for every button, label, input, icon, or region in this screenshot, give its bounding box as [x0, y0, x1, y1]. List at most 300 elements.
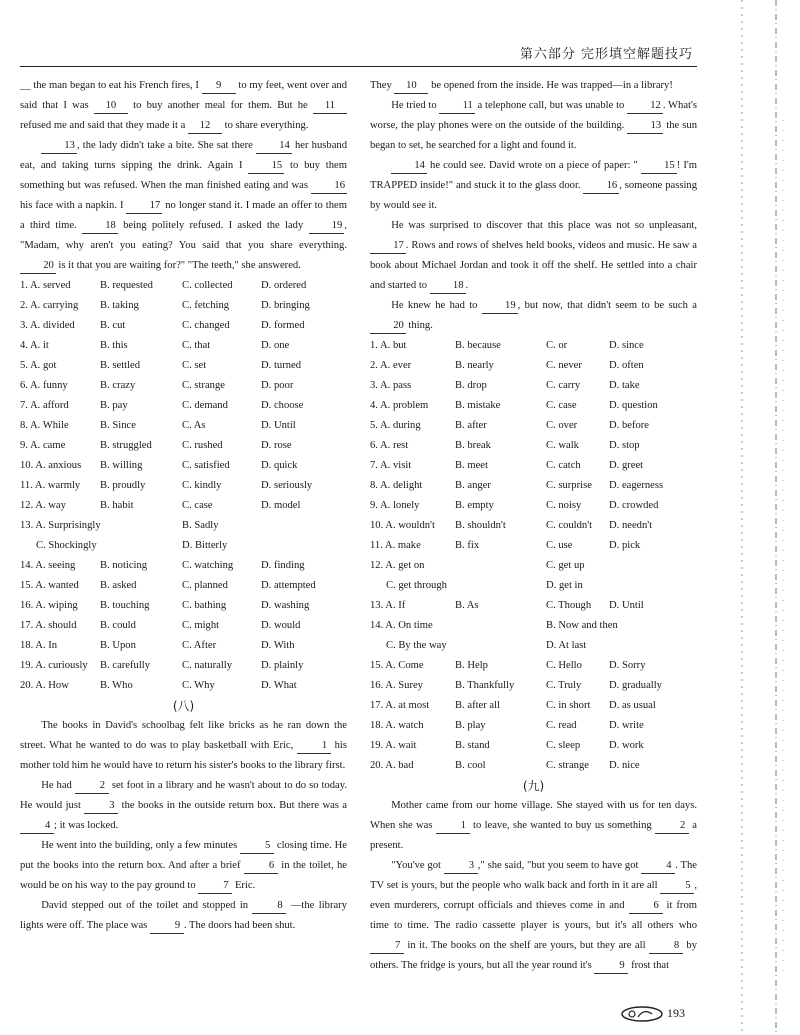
option-choice: D. ordered — [261, 280, 307, 291]
option-choice: 15. A. Come — [370, 660, 424, 671]
option-choice: 6. A. rest — [370, 440, 409, 451]
option-choice: D. crowded — [609, 500, 659, 511]
option-row — [370, 536, 697, 556]
option-choice: D. washing — [261, 600, 310, 611]
option-row — [20, 336, 347, 356]
option-row — [370, 396, 697, 416]
option-choice: B. meet — [455, 460, 488, 471]
option-row — [20, 496, 347, 516]
passage-paragraph — [370, 216, 697, 296]
passage-paragraph — [20, 836, 347, 896]
answer-blank: 17 — [126, 199, 162, 214]
option-choice: C. watching — [182, 560, 234, 571]
option-choice: B. this — [100, 340, 128, 351]
option-row — [370, 476, 697, 496]
answer-blank: 5 — [660, 879, 694, 894]
passage-text: . What's worse, the play phones were on the outside of the building. — [370, 100, 698, 131]
option-choice: D. plainly — [261, 660, 304, 671]
option-choice: 16. A. Surey — [370, 680, 423, 691]
passage-text: is it that you are waiting for?" "The teeth," she answered. — [55, 260, 301, 271]
scan-edge-noise — [728, 0, 788, 1035]
option-choice: C. carry — [546, 380, 581, 391]
passage-text: to my feet, went over and said that I was — [20, 80, 347, 111]
option-choice: B. habit — [100, 500, 134, 511]
option-choice: 9. A. lonely — [370, 500, 420, 511]
passage-paragraph — [20, 76, 347, 136]
option-choice: C. Shockingly — [36, 540, 97, 551]
option-choice: C. Though — [546, 600, 592, 611]
header-title: 第六部分 完形填空解题技巧 — [519, 47, 693, 62]
option-row — [20, 296, 347, 316]
option-row — [370, 416, 697, 436]
passage-text: . — [465, 280, 469, 291]
option-choice: C. sleep — [546, 740, 581, 751]
page-header — [0, 0, 800, 70]
page-number-area — [620, 1005, 685, 1023]
option-row — [370, 376, 697, 396]
passage-paragraph — [370, 296, 697, 336]
option-choice: B. after — [455, 420, 487, 431]
answer-blank: 8 — [252, 899, 286, 914]
option-choice: D. At last — [546, 640, 587, 651]
passage-text: He went into the building, only a few minutes — [41, 840, 241, 851]
option-choice: B. Upon — [100, 640, 136, 651]
passage-text: . Rows and rows of shelves held books, videos and music. He saw a book about Michael Jordan and took it off the shelf. He settled into a chair and started to — [370, 240, 697, 291]
answer-blank: 16 — [311, 179, 347, 194]
passage-text: to buy another meal for them. But he — [127, 100, 313, 111]
option-choice: D. rose — [261, 440, 292, 451]
option-choice: D. With — [261, 640, 295, 651]
option-choice: C. read — [546, 720, 577, 731]
option-choice: 13. A. Surprisingly — [20, 520, 101, 531]
passage-text: the sun began to set, he searched for a light and found it. — [370, 120, 697, 151]
passage-text: her husband eat, and taking turns sipping the drink. Again I — [20, 140, 347, 171]
option-choice: B. cut — [100, 320, 126, 331]
option-choice: B. after all — [455, 700, 501, 711]
option-choice: C. satisfied — [182, 460, 230, 471]
option-choice: 11. A. warmly — [20, 480, 81, 491]
option-row — [20, 416, 347, 436]
option-choice: D. take — [609, 380, 640, 391]
section-title: (九) — [522, 779, 545, 793]
answer-blank: 18 — [82, 219, 118, 234]
option-choice: B. play — [455, 720, 486, 731]
passage-text: by others. The fridge is yours, but all the year round it's — [370, 940, 697, 971]
answer-blank: 4 — [641, 859, 675, 874]
option-choice: B. requested — [100, 280, 153, 291]
passage-text: "You've got — [391, 860, 444, 871]
option-choice: C. catch — [546, 460, 581, 471]
option-choice: C. kindly — [182, 480, 222, 491]
option-choice: C. After — [182, 640, 217, 651]
option-choice: C. Why — [182, 680, 215, 691]
answer-blank: 4 — [20, 819, 54, 834]
option-row — [20, 276, 347, 296]
option-choice: C. case — [182, 500, 213, 511]
option-choice: 8. A. delight — [370, 480, 423, 491]
option-choice: B. struggled — [100, 440, 152, 451]
option-row — [370, 456, 697, 476]
option-choice: D. Sorry — [609, 660, 646, 671]
option-choice: 14. A. seeing — [20, 560, 76, 571]
passage-text: , the lady didn't take a bite. She sat there — [76, 140, 257, 151]
passage-text: a present. — [370, 820, 697, 851]
option-choice: D. often — [609, 360, 644, 371]
option-choice: C. strange — [182, 380, 225, 391]
option-choice: B. stand — [455, 740, 490, 751]
option-choice: D. model — [261, 500, 301, 511]
option-choice: 6. A. funny — [20, 380, 68, 391]
option-choice: 18. A. watch — [370, 720, 424, 731]
option-choice: 12. A. way — [20, 500, 66, 511]
option-choice: B. settled — [100, 360, 141, 371]
option-choice: 1. A. but — [370, 340, 407, 351]
option-choice: B. because — [455, 340, 501, 351]
option-choice: C. Truly — [546, 680, 582, 691]
option-choice: C. collected — [182, 280, 233, 291]
passage-text: , "Madam, why aren't you eating? You said that you share everything. — [20, 220, 347, 251]
option-row — [20, 436, 347, 456]
option-choice: C. walk — [546, 440, 579, 451]
answer-blank: 2 — [655, 819, 689, 834]
option-choice: 2. A. ever — [370, 360, 412, 371]
option-row — [20, 396, 347, 416]
answer-blank: 7 — [370, 939, 404, 954]
option-choice: D. bringing — [261, 300, 310, 311]
passage-text: He knew he had to — [391, 300, 482, 311]
passage-paragraph — [20, 896, 347, 936]
option-choice: 19. A. curiously — [20, 660, 88, 671]
passage-text: being politely refused. I asked the lady — [117, 220, 309, 231]
answer-blank: 3 — [84, 799, 118, 814]
answer-blank: 1 — [297, 739, 331, 754]
option-row — [20, 596, 347, 616]
option-choice: C. get through — [386, 580, 447, 591]
option-row — [370, 436, 697, 456]
answer-blank: 9 — [150, 919, 184, 934]
option-row — [20, 616, 347, 636]
option-row — [20, 356, 347, 376]
option-choice: D. attempted — [261, 580, 316, 591]
passage-text: Mother came from our home village. She stayed with us for ten days. When she was — [370, 800, 697, 831]
passage-paragraph — [370, 856, 697, 976]
option-row — [370, 656, 697, 676]
passage-text: ; it was locked. — [54, 820, 119, 831]
option-choice: B. asked — [100, 580, 137, 591]
option-choice: D. greet — [609, 460, 644, 471]
answer-blank: 6 — [629, 899, 663, 914]
option-choice: 3. A. divided — [20, 320, 75, 331]
option-row — [370, 336, 697, 356]
answer-blank: 11 — [439, 99, 474, 114]
passage-text: The books in David's schoolbag felt like bricks as he ran down the street. What he wanted to do was to play basketball with Eric, — [20, 720, 347, 751]
option-choice: B. crazy — [100, 380, 136, 391]
answer-blank: 1 — [436, 819, 470, 834]
passage-text: no longer stand it. I made an offer to them a third time. — [20, 200, 347, 231]
answer-blank: 5 — [240, 839, 274, 854]
option-choice: 2. A. carrying — [20, 300, 79, 311]
passage-text: the books in the outside return box. But there was a — [118, 800, 347, 811]
option-choice: 3. A. pass — [370, 380, 412, 391]
option-row — [20, 576, 347, 596]
passage-text: Eric. — [232, 880, 256, 891]
option-row — [20, 676, 347, 696]
passage-paragraph — [20, 776, 347, 836]
answer-blank: 9 — [594, 959, 628, 974]
option-choice: B. touching — [100, 600, 150, 611]
option-row — [20, 316, 347, 336]
passage-text: be opened from the inside. He was trapped—in a library! — [428, 80, 673, 91]
option-choice: D. work — [609, 740, 644, 751]
option-row — [20, 456, 347, 476]
passage-text: He tried to — [391, 100, 440, 111]
passage-text: set foot in a library and he wasn't about to do so today. He would just — [20, 780, 347, 811]
option-row — [20, 556, 347, 576]
passage-text: . The doors had been shut. — [183, 920, 296, 931]
option-choice: C. noisy — [546, 500, 582, 511]
passage-paragraph — [370, 96, 697, 156]
option-choice: B. break — [455, 440, 491, 451]
option-row — [370, 496, 697, 516]
answer-blank: 12 — [188, 119, 222, 134]
option-choice: 17. A. at most — [370, 700, 430, 711]
option-row — [370, 596, 697, 616]
option-row — [370, 356, 697, 376]
answer-blank: 8 — [649, 939, 683, 954]
option-choice: B. Help — [455, 660, 488, 671]
passage-text: —the library lights were off. The place was — [20, 900, 347, 931]
option-choice: C. planned — [182, 580, 228, 591]
option-choice: 12. A. get on — [370, 560, 425, 571]
passage-text: He had — [41, 780, 75, 791]
option-choice: B. empty — [455, 500, 494, 511]
passage-text: it from time to time. The radio cassette player is yours, but it's all others who — [370, 900, 697, 931]
answer-blank: 11 — [313, 99, 347, 114]
option-choice: C. naturally — [182, 660, 233, 671]
option-row — [370, 676, 697, 696]
answer-blank: 15 — [641, 159, 677, 174]
left-column — [20, 76, 347, 936]
option-choice: C. get up — [546, 560, 585, 571]
option-choice: D. Until — [261, 420, 296, 431]
answer-blank: 12 — [627, 99, 663, 114]
option-choice: C. use — [546, 540, 573, 551]
option-choice: 5. A. during — [370, 420, 421, 431]
option-row — [370, 576, 697, 596]
passage-paragraph — [370, 156, 697, 216]
passage-paragraph — [370, 796, 697, 856]
answer-blank: 18 — [430, 279, 466, 294]
passage-text: he could see. David wrote on a piece of paper: " — [426, 160, 641, 171]
option-choice: 17. A. should — [20, 620, 77, 631]
passage-paragraph — [20, 716, 347, 776]
option-choice: B. nearly — [455, 360, 494, 371]
answer-blank: 14 — [391, 159, 427, 174]
passage-text: They — [370, 80, 395, 91]
passage-text: thing. — [405, 320, 433, 331]
passage-text: David stepped out of the toilet and stopped in — [41, 900, 253, 911]
option-choice: D. needn't — [609, 520, 653, 531]
option-choice: 7. A. afford — [20, 400, 69, 411]
option-row — [20, 636, 347, 656]
answer-blank: 7 — [198, 879, 232, 894]
option-row — [20, 476, 347, 496]
passage-text: in the toilet, he would be on his way to the pay ground to — [20, 860, 347, 891]
page-number: 193 — [667, 1005, 685, 1020]
option-choice: D. seriously — [261, 480, 313, 491]
option-choice: D. quick — [261, 460, 298, 471]
option-choice: D. poor — [261, 380, 294, 391]
passage-text: to leave, she wanted to buy us something — [469, 820, 655, 831]
passage-text: frost that — [628, 960, 670, 971]
option-choice: D. nice — [609, 760, 640, 771]
answer-blank: 10 — [94, 99, 128, 114]
option-choice: B. drop — [455, 380, 487, 391]
option-row — [370, 736, 697, 756]
passage-text: . The TV set is yours, but the people who walk back and forth in it are all — [370, 860, 698, 891]
option-choice: B. mistake — [455, 400, 501, 411]
option-choice: B. carefully — [100, 660, 151, 671]
passage-text: a telephone call, but was unable to — [474, 100, 628, 111]
option-choice: B. Since — [100, 420, 136, 431]
answer-blank: 9 — [202, 79, 236, 94]
answer-blank: 20 — [370, 319, 406, 334]
option-choice: 16. A. wiping — [20, 600, 78, 611]
answer-blank: 14 — [256, 139, 292, 154]
option-row — [20, 536, 347, 556]
option-choice: 1. A. served — [20, 280, 71, 291]
option-choice: D. get in — [546, 580, 583, 591]
option-choice: C. in short — [546, 700, 591, 711]
option-choice: D. turned — [261, 360, 302, 371]
option-choice: B. shouldn't — [455, 520, 506, 531]
answer-blank: 16 — [583, 179, 619, 194]
option-choice: B. cool — [455, 760, 486, 771]
option-choice: D. since — [609, 340, 644, 351]
option-list — [370, 336, 697, 776]
option-choice: 20. A. bad — [370, 760, 414, 771]
option-choice: B. proudly — [100, 480, 146, 491]
option-choice: 8. A. While — [20, 420, 69, 431]
answer-blank: 17 — [370, 239, 406, 254]
option-list — [20, 276, 347, 696]
option-choice: C. that — [182, 340, 211, 351]
option-choice: D. finding — [261, 560, 305, 571]
option-row — [20, 656, 347, 676]
option-row — [370, 636, 697, 656]
option-choice: C. case — [546, 400, 577, 411]
option-choice: D. Until — [609, 600, 644, 611]
option-choice: 13. A. If — [370, 600, 406, 611]
option-choice: 7. A. visit — [370, 460, 412, 471]
option-choice: 9. A. came — [20, 440, 66, 451]
option-choice: C. or — [546, 340, 568, 351]
passage-text: refused me and said that they made it a — [20, 120, 188, 131]
option-choice: D. pick — [609, 540, 641, 551]
option-row — [20, 516, 347, 536]
answer-blank: 10 — [394, 79, 428, 94]
passage-text: to buy them something but was refused. When the man finished eating and was — [20, 160, 347, 191]
option-choice: B. Thankfully — [455, 680, 515, 691]
answer-blank: 20 — [20, 259, 56, 274]
option-row — [370, 616, 697, 636]
option-row — [370, 696, 697, 716]
option-choice: C. changed — [182, 320, 230, 331]
passage-text: __ the man began to eat his French fires, I — [20, 80, 202, 91]
passage-text: his mother told him he would have to return his sister's books to the library first. — [20, 740, 347, 771]
option-choice: B. noticing — [100, 560, 148, 571]
option-choice: B. pay — [100, 400, 128, 411]
answer-blank: 13 — [627, 119, 663, 134]
passage-text: , but now, that didn't seem to be such a — [517, 300, 697, 311]
option-choice: D. choose — [261, 400, 304, 411]
passage-paragraph — [370, 76, 697, 96]
option-choice: B. Now and then — [546, 620, 618, 631]
option-choice: D. formed — [261, 320, 305, 331]
option-choice: 14. A. On time — [370, 620, 433, 631]
option-choice: C. demand — [182, 400, 228, 411]
option-row — [20, 376, 347, 396]
page-logo-icon — [620, 1005, 664, 1023]
answer-blank: 15 — [248, 159, 284, 174]
option-choice: D. What — [261, 680, 297, 691]
answer-blank: 13 — [41, 139, 77, 154]
option-choice: B. anger — [455, 480, 491, 491]
passage-text: , even murderers, corrupt officials and thieves come in and — [370, 880, 697, 911]
option-choice: 18. A. In — [20, 640, 58, 651]
passage-text: He was surprised to discover that this place was not so unpleasant, — [391, 220, 697, 231]
passage-text: to share everything. — [221, 120, 309, 131]
option-choice: B. Sadly — [182, 520, 219, 531]
option-choice: 4. A. it — [20, 340, 49, 351]
option-choice: C. By the way — [386, 640, 447, 651]
option-choice: B. fix — [455, 540, 480, 551]
passage-paragraph — [20, 136, 347, 276]
passage-text: his face with a napkin. I — [20, 200, 127, 211]
option-choice: C. strange — [546, 760, 589, 771]
option-choice: C. might — [182, 620, 220, 631]
option-row — [370, 716, 697, 736]
option-choice: 10. A. anxious — [20, 460, 82, 471]
option-choice: D. question — [609, 400, 658, 411]
option-choice: D. write — [609, 720, 644, 731]
option-choice: 11. A. make — [370, 540, 421, 551]
option-choice: C. fetching — [182, 300, 230, 311]
option-choice: C. rushed — [182, 440, 223, 451]
option-row — [370, 756, 697, 776]
option-choice: D. would — [261, 620, 301, 631]
option-choice: C. over — [546, 420, 578, 431]
option-choice: C. surprise — [546, 480, 592, 491]
option-choice: B. willing — [100, 460, 143, 471]
option-choice: B. taking — [100, 300, 139, 311]
option-choice: 4. A. problem — [370, 400, 429, 411]
passage-text: , someone passing by would see it. — [370, 180, 697, 211]
option-choice: 10. A. wouldn't — [370, 520, 435, 531]
option-choice: B. Who — [100, 680, 133, 691]
passage-text: closing time. He put the books into the return box. And after a brief — [20, 840, 347, 871]
answer-blank: 19 — [482, 299, 518, 314]
right-column — [370, 76, 697, 976]
option-choice: D. as usual — [609, 700, 656, 711]
section-title: (八) — [172, 699, 195, 713]
passage-text: in it. The books on the shelf are yours, but they are all — [404, 940, 649, 951]
option-choice: D. stop — [609, 440, 640, 451]
option-choice: 15. A. wanted — [20, 580, 79, 591]
option-choice: C. Hello — [546, 660, 582, 671]
answer-blank: 3 — [444, 859, 478, 874]
option-choice: 20. A. How — [20, 680, 69, 691]
